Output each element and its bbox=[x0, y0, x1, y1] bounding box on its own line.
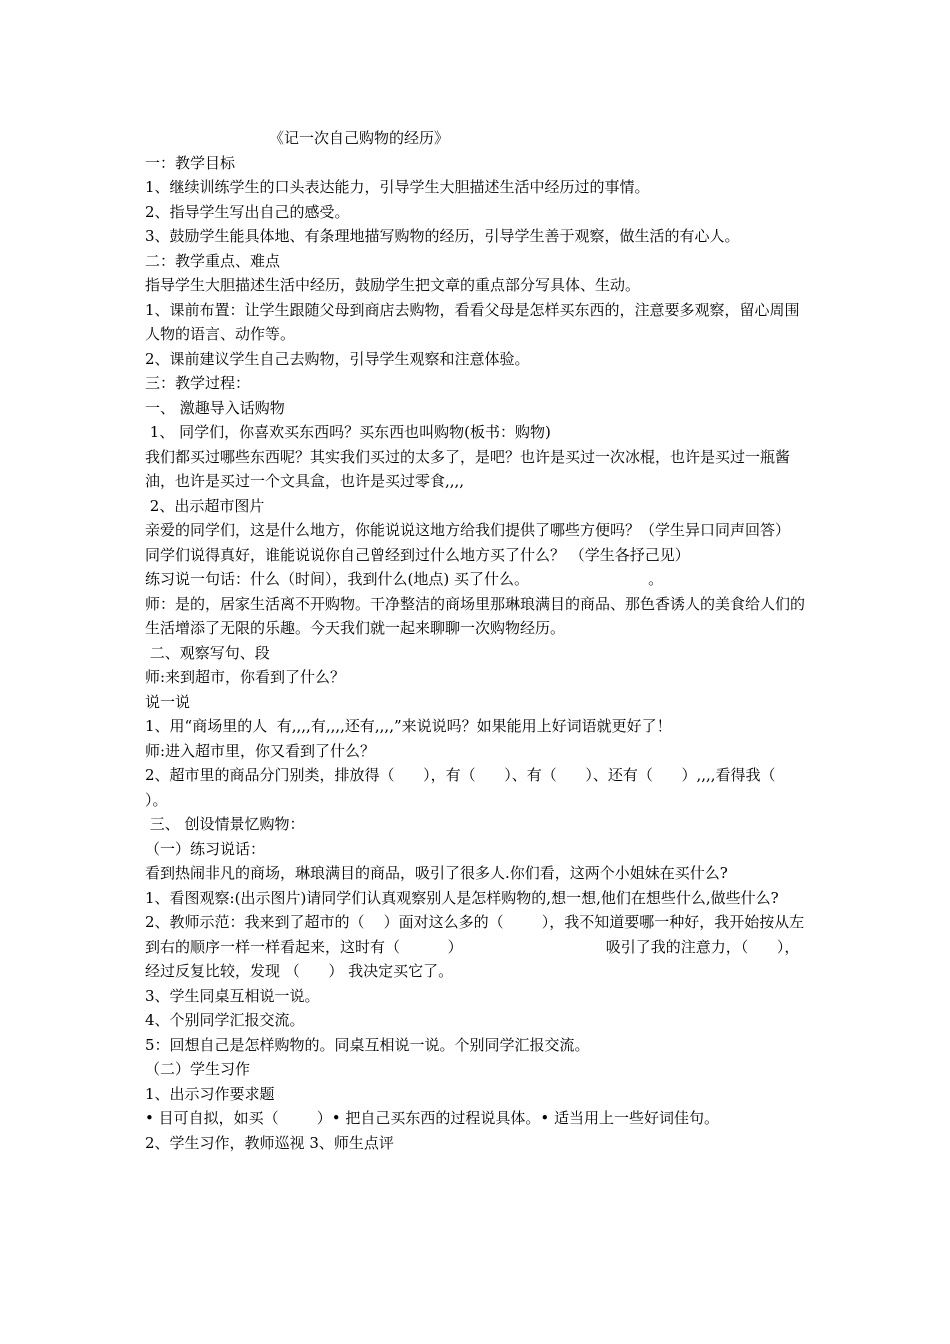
document-line: 说一说 bbox=[145, 692, 191, 711]
document-line: 5：回想自己是怎样购物的。同桌互相说一说。个别同学汇报交流。 bbox=[145, 1035, 590, 1054]
document-line: 指导学生大胆描述生活中经历，鼓励学生把文章的重点部分写具体、生动。 bbox=[145, 276, 641, 294]
document-line: 2、教师示范：我来到了超市的（ ）面对这么多的（ ），我不知道要哪一种好，我开始按从左到右的顺序一样一样看起来，这时有（ ） 吸引了我的注意力，（ ），经过反复比较，发现 （ ） 我决定买它了。 bbox=[145, 913, 805, 980]
document-line: 2、指导学生写出自己的感受。 bbox=[145, 202, 350, 221]
document-line: 三：教学过程： bbox=[145, 374, 251, 392]
document-line: • 目可自拟，如买（ ）• 把自己买东西的过程说具体。• 适当用上一些好词佳句。 bbox=[145, 1109, 719, 1127]
document-line: 1、课前布置：让学生跟随父母到商店去购物，看看父母是怎样买东西的，注意要多观察，留心周围人物的语言、动作等。 bbox=[145, 300, 800, 343]
document-line: （一）练习说话： bbox=[145, 839, 266, 858]
document-line: 我们都买过哪些东西呢？其实我们买过的太多了，是吧？也许是买过一次冰棍，也许是买过一瓶酱油，也许是买过一个文具盒，也许是买过零食,,,, bbox=[145, 447, 791, 490]
document-line: 1、看图观察:(出示图片)请同学们认真观察别人是怎样购物的,想一想,他们在想些什么,做些什么? bbox=[145, 888, 779, 907]
document-line: 1、用“商场里的人 有,,,,有,,,,还有,,,,”来说说吗？如果能用上好词语就更好了！ bbox=[145, 717, 672, 735]
document-line: 亲爱的同学们，这是什么地方，你能说说这地方给我们提供了哪些方便吗？（学生异口同声回答） bbox=[145, 521, 791, 539]
document-line: 师:进入超市里，你又看到了什么？ bbox=[145, 741, 376, 760]
document-line: 2、学生习作，教师巡视 3、师生点评 bbox=[145, 1133, 394, 1152]
document-line: 1、出示习作要求题 bbox=[145, 1084, 275, 1103]
document-line: 看到热闹非凡的商场，琳琅满目的商品，吸引了很多人.你们看，这两个小姐妹在买什么? bbox=[145, 864, 728, 882]
document-line: 师：是的，居家生活离不开购物。干净整洁的商场里那琳琅满目的商品、那色香诱人的美食给人们的生活增添了无限的乐趣。今天我们就一起来聊聊一次购物经历。 bbox=[145, 594, 806, 637]
document-line: 3、学生同桌互相说一说。 bbox=[145, 986, 320, 1005]
document-line: 一、 激趣导入话购物 bbox=[145, 398, 285, 417]
document-line: 2、出示超市图片 bbox=[145, 496, 265, 515]
document-line: 练习说一句话：什么（时间），我到什么(地点) 买了什么。 。 bbox=[145, 570, 664, 588]
document-line: 师:来到超市，你看到了什么？ bbox=[145, 668, 346, 686]
document-line: 二、观察写句、段 bbox=[145, 643, 270, 662]
document-line: 一：教学目标 bbox=[145, 153, 236, 172]
document-lines bbox=[145, 151, 813, 1156]
document-line: 4、个别同学汇报交流。 bbox=[145, 1011, 305, 1029]
document-line: 2、课前建议学生自己去购物，引导学生观察和注意体验。 bbox=[145, 349, 530, 368]
document-line: （二）学生习作 bbox=[145, 1060, 251, 1078]
document-line: 2、超市里的商品分门别类，排放得（ ），有（ ）、有（ ）、还有（ ）,,,,看得我（ ）。 bbox=[145, 766, 805, 809]
document-line: 同学们说得真好，谁能说说你自己曾经到过什么地方买了什么？ （学生各抒己见） bbox=[145, 545, 690, 564]
document-line: 3、鼓励学生能具体地、有条理地描写购物的经历，引导学生善于观察，做生活的有心人。 bbox=[145, 227, 740, 245]
document-line: 三、 创设情景忆购物： bbox=[145, 815, 305, 833]
document-body bbox=[145, 126, 813, 1155]
document-line: 1、继续训练学生的口头表达能力，引导学生大胆描述生活中经历过的事情。 bbox=[145, 178, 650, 196]
document-line: 1、 同学们，你喜欢买东西吗？买东西也叫购物(板书：购物) bbox=[145, 423, 551, 441]
document-title: 《记一次自己购物的经历》 bbox=[269, 129, 450, 147]
document-line: 二：教学重点、难点 bbox=[145, 251, 281, 270]
